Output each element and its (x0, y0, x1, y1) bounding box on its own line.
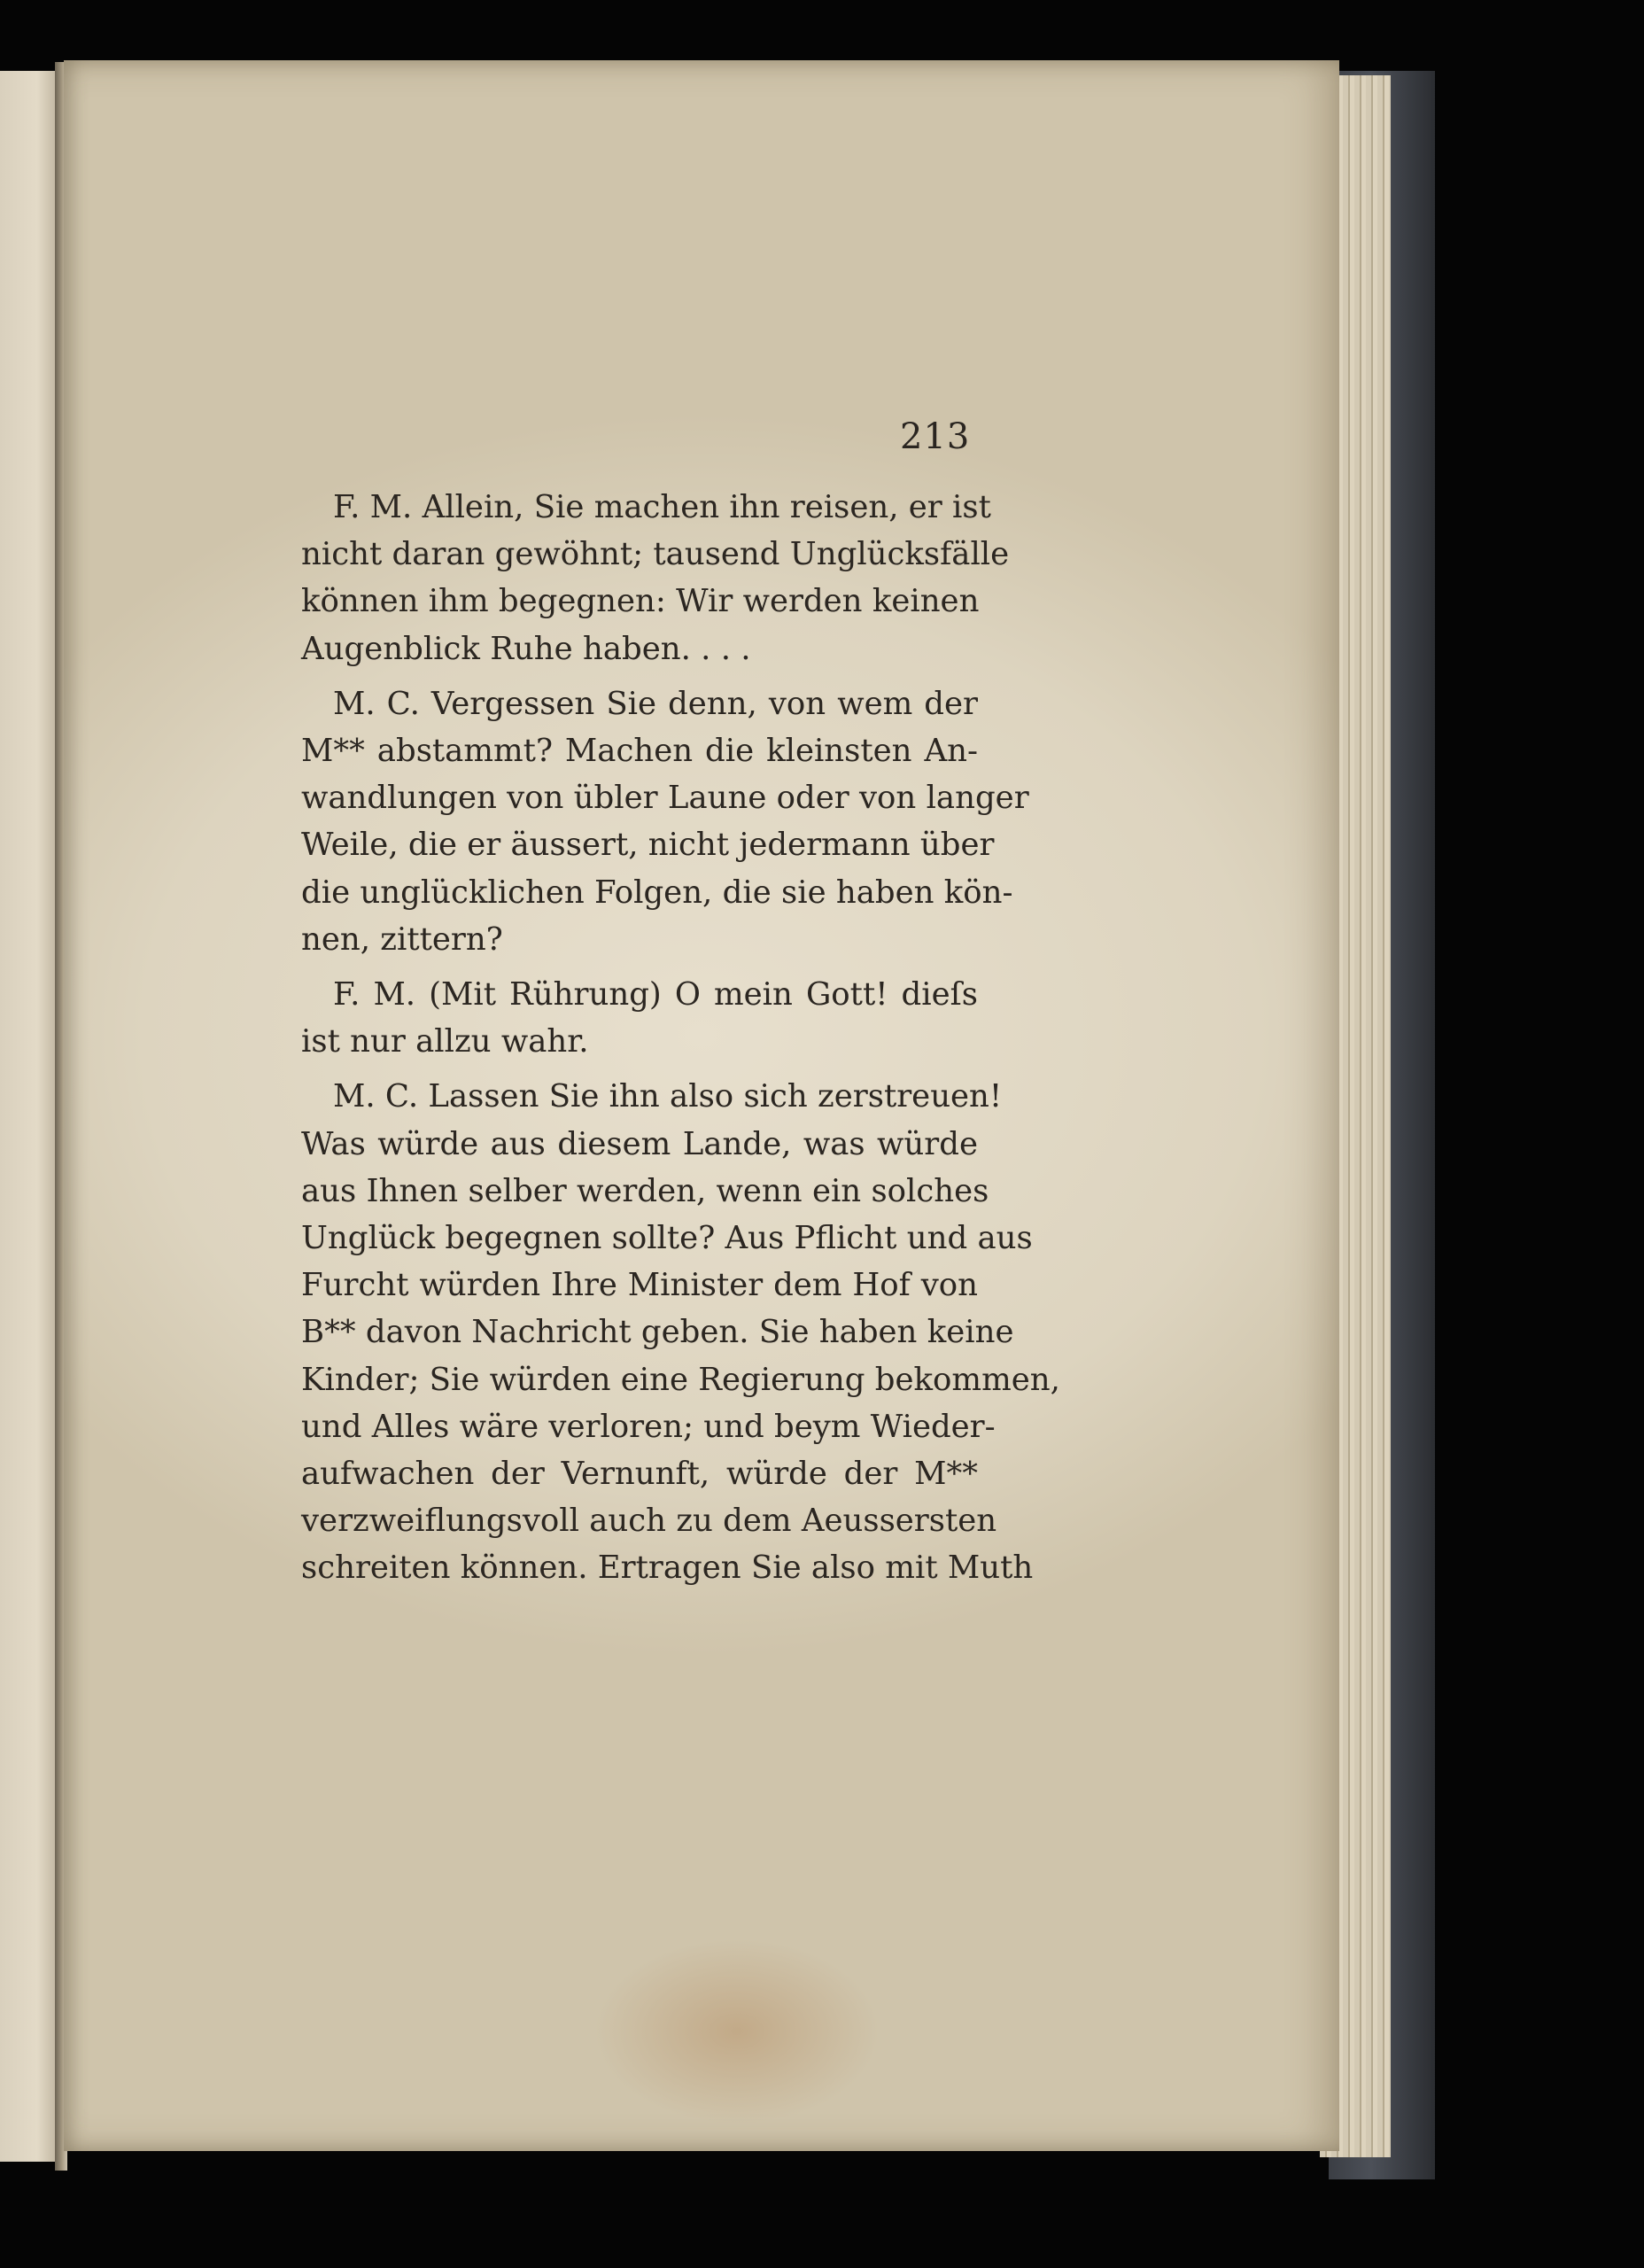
text-line: nen, zittern? (301, 920, 503, 958)
text-line: nicht daran gewöhnt; tausend Unglücksfälle (301, 536, 1010, 573)
text-line: wandlungen von übler Laune oder von langer (301, 780, 1029, 817)
text-line: M. C. Lassen Sie ihn also sich zerstreuen! (333, 1078, 1003, 1115)
text-line: schreiten können. Ertragen Sie also mit Muth (301, 1550, 1034, 1587)
text-line: Augenblick Ruhe haben. . . . (301, 630, 751, 667)
text-line: aufwachen der Vernunft, würde der M** (301, 1456, 978, 1493)
text-line: Unglück begegnen sollte? Aus Pflicht und aus (301, 1220, 1033, 1257)
paragraph (301, 971, 978, 1065)
book-page (64, 60, 1339, 2151)
text-line: und Alles wäre verloren; und beym Wieder- (301, 1408, 996, 1445)
body-text (301, 484, 1060, 1600)
text-line: B** davon Nachricht geben. Sie haben keine (301, 1314, 1014, 1351)
text-line: verzweiflungsvoll auch zu dem Aeussersten (301, 1503, 997, 1540)
text-line: aus Ihnen selber werden, wenn ein solches (301, 1172, 989, 1209)
text-line: Weile, die er äussert, nicht jedermann über (301, 827, 995, 864)
text-line: Furcht würden Ihre Minister dem Hof von (301, 1267, 978, 1304)
page-number: 213 (900, 416, 971, 457)
paragraph (301, 484, 1010, 672)
text-line: die unglücklichen Folgen, die sie haben kön- (301, 874, 1013, 911)
text-line: F. M. (Mit Rührung) O mein Gott! dieſs (333, 976, 978, 1014)
previous-page-edge (0, 71, 62, 2162)
paragraph (301, 680, 1029, 963)
text-line: ist nur allzu wahr. (301, 1023, 589, 1060)
text-line: F. M. Allein, Sie machen ihn reisen, er ist (333, 489, 991, 525)
text-line: Was würde aus diesem Lande, was würde (301, 1125, 978, 1162)
text-line: Kinder; Sie würden eine Regierung bekommen, (301, 1361, 1060, 1398)
paragraph (301, 1073, 1060, 1591)
text-line: M. C. Vergessen Sie denn, von wem der (333, 685, 978, 722)
text-line: M** abstammt? Machen die kleinsten An- (301, 733, 978, 770)
text-line: können ihm begegnen: Wir werden keinen (301, 583, 980, 620)
